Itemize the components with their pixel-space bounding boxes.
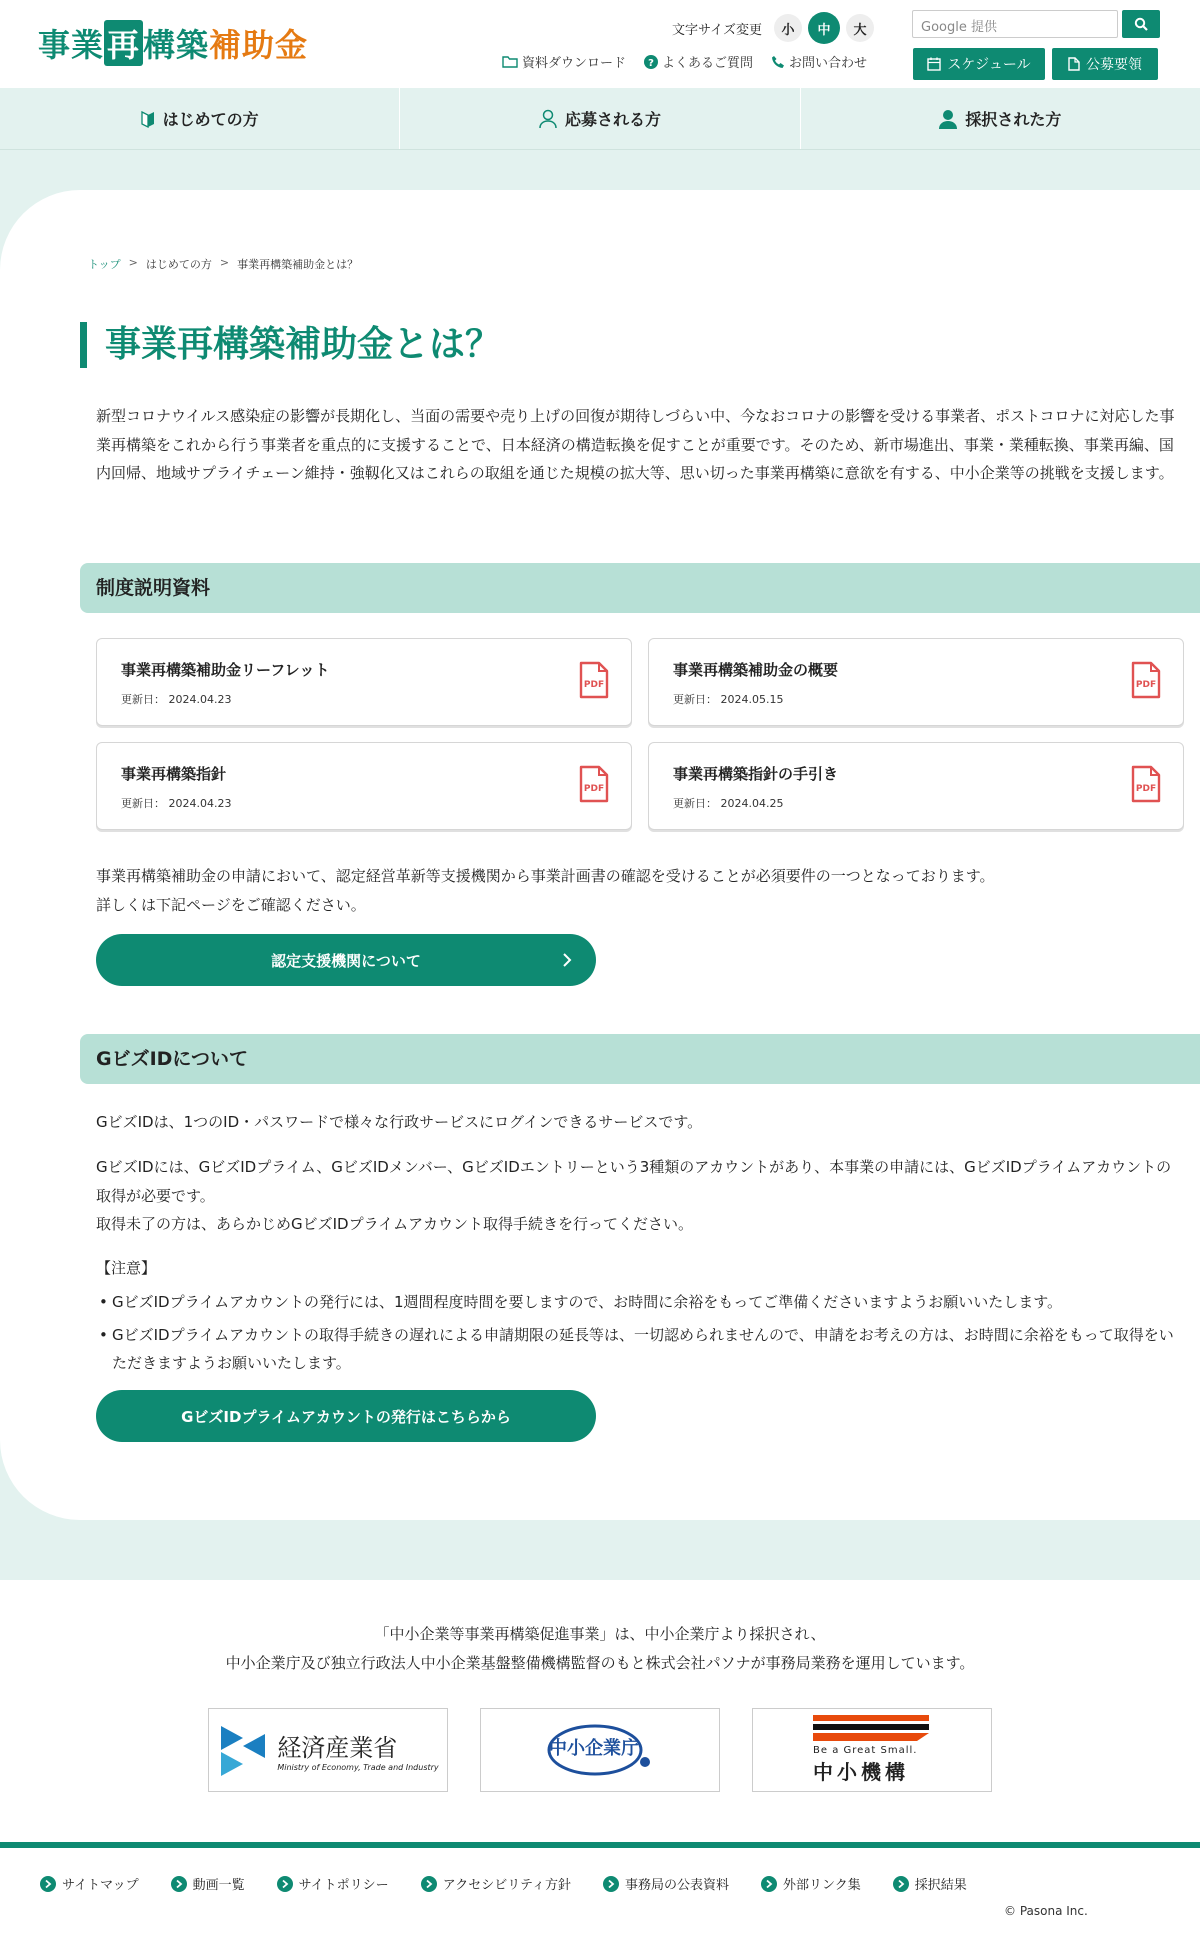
smrj-logo-link[interactable] [752, 1708, 992, 1792]
gbizid-issue-button[interactable] [96, 1390, 596, 1442]
doc-card[interactable] [96, 742, 632, 830]
arrow-circle-icon [40, 1876, 56, 1892]
certified-support-button[interactable] [96, 934, 596, 986]
footer-link-public-docs[interactable] [603, 1874, 729, 1893]
footer-text-line1: 「中小企業等事業再構築促進事業」は、中小企業庁より採択され、 [374, 1625, 826, 1643]
footer-text-line2: 中小企業庁及び独立行政法人中小企業基盤整備機構監督のもと株式会社パソナが事務局業務を運用しています。 [225, 1653, 975, 1672]
user-icon [939, 109, 957, 129]
arrow-circle-icon [893, 1876, 909, 1892]
smrj-logo-tagline: Be a Great Small. [813, 1745, 918, 1756]
logo-text-3: 補助金 [209, 26, 309, 64]
phone-icon [771, 55, 785, 69]
breadcrumb-beginners-link[interactable]: はじめての方 [145, 258, 212, 271]
font-size-label: 文字サイズ変更 [672, 22, 762, 38]
doc-title: 事業再構築指針 [121, 765, 227, 783]
copyright: © Pasona Inc. [1004, 1904, 1088, 1918]
pdf-icon-label: PDF [1135, 680, 1157, 690]
contact-link-label: お問い合わせ [789, 56, 868, 71]
meti-logo-jp: 経済産業省 [277, 1734, 398, 1762]
doc-card[interactable] [648, 638, 1184, 726]
font-size-large-button[interactable]: 大 [846, 14, 874, 42]
pdf-icon [1131, 765, 1161, 803]
download-link[interactable] [502, 52, 626, 71]
caution-item: • GビズIDプライムアカウントの取得手続きの遅れによる申請期限の延長等は、一切認められませんので、申請をお考えの方は、お時間に余裕をもって取得をいただきますようお願いいたします。 [96, 1321, 1186, 1378]
doc-date: 更新日： 2024.05.15 [673, 693, 784, 706]
footer-link-label: アクセシビリティ方針 [442, 1878, 571, 1893]
nav-item-adopted[interactable] [801, 88, 1200, 149]
certified-support-button-label: 認定支援機関について [271, 951, 421, 970]
font-size-medium-button[interactable]: 中 [808, 12, 840, 44]
gbizid-issue-button-label: GビズIDプライムアカウントの発行はこちらから [181, 1407, 511, 1426]
breadcrumb-current: 事業再構築補助金とは？ [237, 258, 359, 271]
nav-item-applicants[interactable] [400, 88, 800, 149]
search-icon [1134, 17, 1148, 31]
footer-link-label: 動画一覧 [192, 1878, 245, 1893]
pdf-icon [579, 765, 609, 803]
breadcrumb [88, 256, 358, 272]
arrow-circle-icon [761, 1876, 777, 1892]
arrow-circle-icon [171, 1876, 187, 1892]
chusho-logo-link[interactable] [480, 1708, 720, 1792]
breadcrumb-separator: > [128, 256, 138, 269]
footer-link-sitemap[interactable] [40, 1874, 139, 1893]
support-note-line2: 詳しくは下記ページをご確認ください。 [96, 896, 366, 914]
user-outline-icon [539, 109, 557, 129]
footer-link-label: 外部リンク集 [783, 1878, 861, 1893]
meti-logo-link[interactable] [208, 1708, 448, 1792]
footer-link-videos[interactable] [171, 1874, 245, 1893]
doc-title: 事業再構築補助金の概要 [673, 661, 839, 679]
footer-link-label: サイトマップ [62, 1878, 139, 1893]
beginner-mark-icon [141, 110, 155, 128]
caution-label: 【注意】 [96, 1259, 157, 1277]
gbizid-intro: GビズIDは、1つのID・パスワードで様々な行政サービスにログインできるサービスです。 [96, 1113, 703, 1131]
chevron-right-icon [562, 951, 572, 969]
main-nav [0, 88, 1200, 150]
document-icon [1068, 57, 1080, 71]
nav-item-label: 採択された方 [965, 110, 1062, 129]
schedule-button-label: スケジュール [947, 57, 1031, 73]
meti-logo-en: Ministry of Economy, Trade and Industry [277, 1763, 439, 1772]
guideline-button-label: 公募要領 [1086, 57, 1142, 73]
logo-text-boxed: 再 [104, 20, 143, 66]
gbizid-account-types: GビズIDには、GビズIDプライム、GビズIDメンバー、GビズIDエントリーという3種類のアカウントがあり、本事業の申請には、GビズIDプライムアカウントの取得が必要です。 [96, 1158, 1172, 1205]
folder-icon [502, 55, 518, 68]
smrj-logo-jp: 中小機構 [813, 1760, 909, 1784]
chusho-logo-text: 中小企業庁 [549, 1738, 639, 1759]
arrow-circle-icon [421, 1876, 437, 1892]
pdf-icon-label: PDF [1135, 784, 1157, 794]
svg-text:?: ? [648, 57, 654, 69]
footer-operator-text [0, 1620, 1200, 1677]
question-icon [644, 55, 658, 69]
footer-link-accessibility[interactable] [421, 1874, 571, 1893]
search-input[interactable]: Google 提供 [912, 10, 1118, 38]
doc-date: 更新日： 2024.04.23 [121, 693, 232, 706]
meti-logo-text [277, 1728, 438, 1772]
caution-list [96, 1288, 1186, 1378]
footer-link-results[interactable] [893, 1874, 967, 1893]
font-size-switcher [672, 12, 874, 44]
caution-item: • GビズIDプライムアカウントの発行には、1週間程度時間を要しますので、お時間に余裕をもってご準備くださいますようお願いいたします。 [96, 1288, 1186, 1317]
intro-paragraph: 新型コロナウイルス感染症の影響が長期化し、当面の需要や売り上げの回復が期待しづらい中、今なおコロナの影響を受ける事業者、ポストコロナに対応した事業再構築をこれから行う事業者を重点的に支援することで、日本経済の構造転換を促すことが重要です。そのため、新市場進出、事業・業種転換、事業再編、国内回帰、地域サプライチェーン維持・強靱化又はこれらの取組を通じた規模の拡大等、思い切った事業再構築に意欲を有する、中小企業等の挑戦を支援します。 [96, 407, 1175, 482]
footer-link-label: 採択結果 [914, 1878, 967, 1893]
download-link-label: 資料ダウンロード [522, 56, 627, 71]
support-note-line1: 事業再構築補助金の申請において、認定経営革新等支援機関から事業計画書の確認を受けることが必須要件の一つとなっております。 [96, 867, 995, 885]
arrow-circle-icon [277, 1876, 293, 1892]
utility-links [502, 52, 867, 71]
doc-title: 事業再構築指針の手引き [673, 765, 839, 783]
breadcrumb-separator: > [219, 256, 230, 269]
pdf-icon-label: PDF [583, 680, 605, 690]
breadcrumb-top-link[interactable]: トップ [88, 258, 121, 271]
gbizid-instruction: 取得未了の方は、あらかじめGビズIDプライムアカウント取得手続きを行ってください。 [96, 1215, 694, 1233]
site-header [0, 0, 1200, 88]
logo-text-2: 構築 [143, 26, 210, 64]
font-size-small-button[interactable]: 小 [774, 14, 802, 42]
footer-link-policy[interactable] [277, 1874, 389, 1893]
schedule-button[interactable] [913, 48, 1045, 80]
faq-link-label: よくあるご質問 [662, 56, 754, 71]
calendar-icon [927, 57, 941, 71]
arrow-circle-icon [603, 1876, 619, 1892]
pdf-icon [1131, 661, 1161, 699]
guideline-button[interactable] [1052, 48, 1158, 80]
doc-date: 更新日： 2024.04.23 [121, 797, 232, 810]
footer-link-label: 事務局の公表資料 [625, 1878, 730, 1893]
nav-item-beginners[interactable] [0, 88, 400, 149]
site-logo[interactable] [38, 20, 308, 66]
doc-card[interactable] [96, 638, 632, 726]
doc-title: 事業再構築補助金リーフレット [121, 661, 330, 679]
pdf-icon [579, 661, 609, 699]
footer-links [40, 1874, 967, 1893]
nav-item-label: 応募される方 [564, 110, 661, 129]
page-title: 事業再構築補助金とは？ [80, 322, 501, 368]
logo-text-1: 事業 [38, 26, 105, 64]
nav-item-label: はじめての方 [162, 110, 259, 129]
section-heading-gbizid: GビズIDについて [80, 1034, 1200, 1084]
pdf-icon-label: PDF [583, 784, 605, 794]
smrj-logo-stripes-icon [813, 1715, 929, 1741]
footer-link-external[interactable] [761, 1874, 861, 1893]
faq-link[interactable] [644, 52, 753, 71]
meti-logo-icon [217, 1722, 269, 1778]
doc-card[interactable] [648, 742, 1184, 830]
doc-date: 更新日： 2024.04.25 [673, 797, 784, 810]
search-button[interactable] [1122, 10, 1160, 38]
footer-divider [0, 1842, 1200, 1848]
contact-link[interactable] [771, 52, 867, 71]
section-heading-materials: 制度説明資料 [80, 563, 1200, 613]
footer-link-label: サイトポリシー [298, 1878, 389, 1893]
